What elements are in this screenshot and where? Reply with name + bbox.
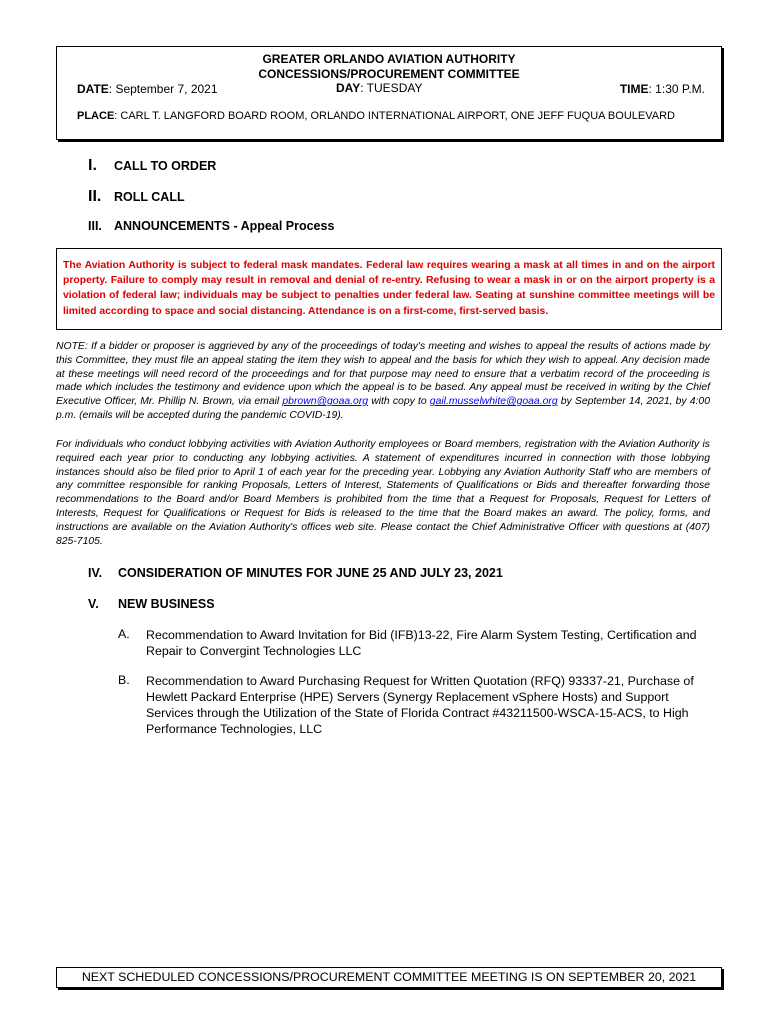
agenda-item-call-to-order: [88, 157, 216, 175]
new-business-item-a: Recommendation to Award Invitation for Bid (IFB)13-22, Fire Alarm System Testing, Certification and Repair to Convergint Technologies LLC: [146, 628, 697, 658]
agenda-title: ANNOUNCEMENTS - Appeal Process: [114, 219, 335, 233]
meeting-place: [77, 110, 675, 122]
organization-name: GREATER ORLANDO AVIATION AUTHORITY: [262, 52, 516, 66]
appeal-note-text: by September 14, 2021, by 4:00 p.m. (emails will be accepted during the pandemic COVID-19).: [56, 396, 710, 421]
new-business-item-b: Recommendation to Award Purchasing Request for Written Quotation (RFQ) 93337-21, Purchase of Hewlett Packard Enterprise (HPE) Servers (Synergy Replacement vSphere Hosts) and Support Services through the Utilization of the State of Florida Contract #43211500-WSCA-15-ACS, to High Performance Technologies, LLC: [146, 674, 694, 736]
appeal-note-text: with copy to: [368, 396, 430, 408]
lobbying-note: For individuals who conduct lobbying activities with Aviation Authority employees or Board members, registration with the Aviation Authority is required each year prior to conducting any lobbying activities. A statement of expenditures incurred in connection with those lobbying instances should also be filed prior to April 1 of each year for the preceding year. Lobbying any Aviation Authority Staff who are members of any committee responsible for ranking Proposals, Letters of Interest, Statements of Qualifications or Bids and thereafter forwarding those recommendations to the Board and/or Board Members is prohibited from the time that a Request for Proposals, Request for Letters of Interests, Request for Qualifications or Request for Bids is released to the time that the Board makes an award. The policy, forms, and instructions are available on the Aviation Authority's offices web site. Please contact the Chief Administrative Officer with questions at (407) 825-7105.: [56, 439, 710, 547]
meeting-time: [620, 82, 705, 96]
next-meeting-footer: NEXT SCHEDULED CONCESSIONS/PROCUREMENT COMMITTEE MEETING IS ON SEPTEMBER 20, 2021: [56, 967, 722, 988]
mask-mandate-notice: The Aviation Authority is subject to federal mask mandates. Federal law requires wearing a mask at all times in and on the airport property. Failure to comply may result in removal and denial of re-entry. Refusing to wear a mask in or on the airport property is a violation of federal law; individuals may be subject to penalties under federal law. Seating at sunshine committee meetings will be limited according to space and social distancing. Attendance is on a first-come, first-served basis.: [56, 248, 722, 330]
committee-name: CONCESSIONS/PROCUREMENT COMMITTEE: [258, 67, 520, 81]
agenda-number: IV.: [88, 566, 103, 580]
time-value: : 1:30 P.M.: [648, 82, 705, 96]
agenda-item-minutes: [88, 566, 503, 580]
place-label: PLACE: [77, 110, 115, 122]
email-link-copy[interactable]: gail.musselwhite@goaa.org: [429, 396, 558, 408]
agenda-item-roll-call: [88, 188, 185, 206]
date-value: : September 7, 2021: [108, 82, 218, 96]
agenda-number: V.: [88, 597, 99, 611]
place-value: : CARL T. LANGFORD BOARD ROOM, ORLANDO INTERNATIONAL AIRPORT, ONE JEFF FUQUA BOULEVARD: [114, 110, 675, 122]
agenda-number: II.: [88, 188, 102, 205]
agenda-title: CALL TO ORDER: [114, 159, 217, 173]
agenda-title: NEW BUSINESS: [118, 597, 215, 611]
meeting-date: [77, 82, 218, 96]
agenda-item-announcements: [88, 219, 334, 233]
appeal-note-text: NOTE: If a bidder or proposer is aggrieved by any of the proceedings of today's meeting and wishes to appeal the results of actions made by this Committee, they must file an appeal stating the item they wish to appeal and the basis for which they wish to appeal. Any decision made at these meetings will need record of the proceedings and for that purpose may need to ensure that a verbatim record of the proceeding is made which includes the testimony and evidence upon which the appeal is to be based. Any appeal must be received in writing by the Chief Executive Officer, Mr. Phillip N. Brown, via email: [56, 341, 710, 408]
day-label: DAY: [336, 81, 361, 95]
time-label: TIME: [619, 82, 649, 96]
email-link-ceo[interactable]: pbrown@goaa.org: [282, 396, 369, 408]
appeal-note: [56, 340, 710, 423]
new-business-letter: A.: [118, 627, 130, 641]
agenda-number: I.: [88, 157, 97, 174]
date-label: DATE: [77, 82, 109, 96]
meeting-header: [56, 46, 722, 140]
new-business-letter: B.: [118, 673, 130, 687]
agenda-title: ROLL CALL: [114, 190, 185, 204]
agenda-number: III.: [88, 219, 102, 233]
agenda-item-new-business: [88, 597, 215, 611]
meeting-day: [336, 81, 422, 95]
day-value: : TUESDAY: [360, 81, 423, 95]
agenda-title: CONSIDERATION OF MINUTES FOR JUNE 25 AND JULY 23, 2021: [118, 566, 503, 580]
